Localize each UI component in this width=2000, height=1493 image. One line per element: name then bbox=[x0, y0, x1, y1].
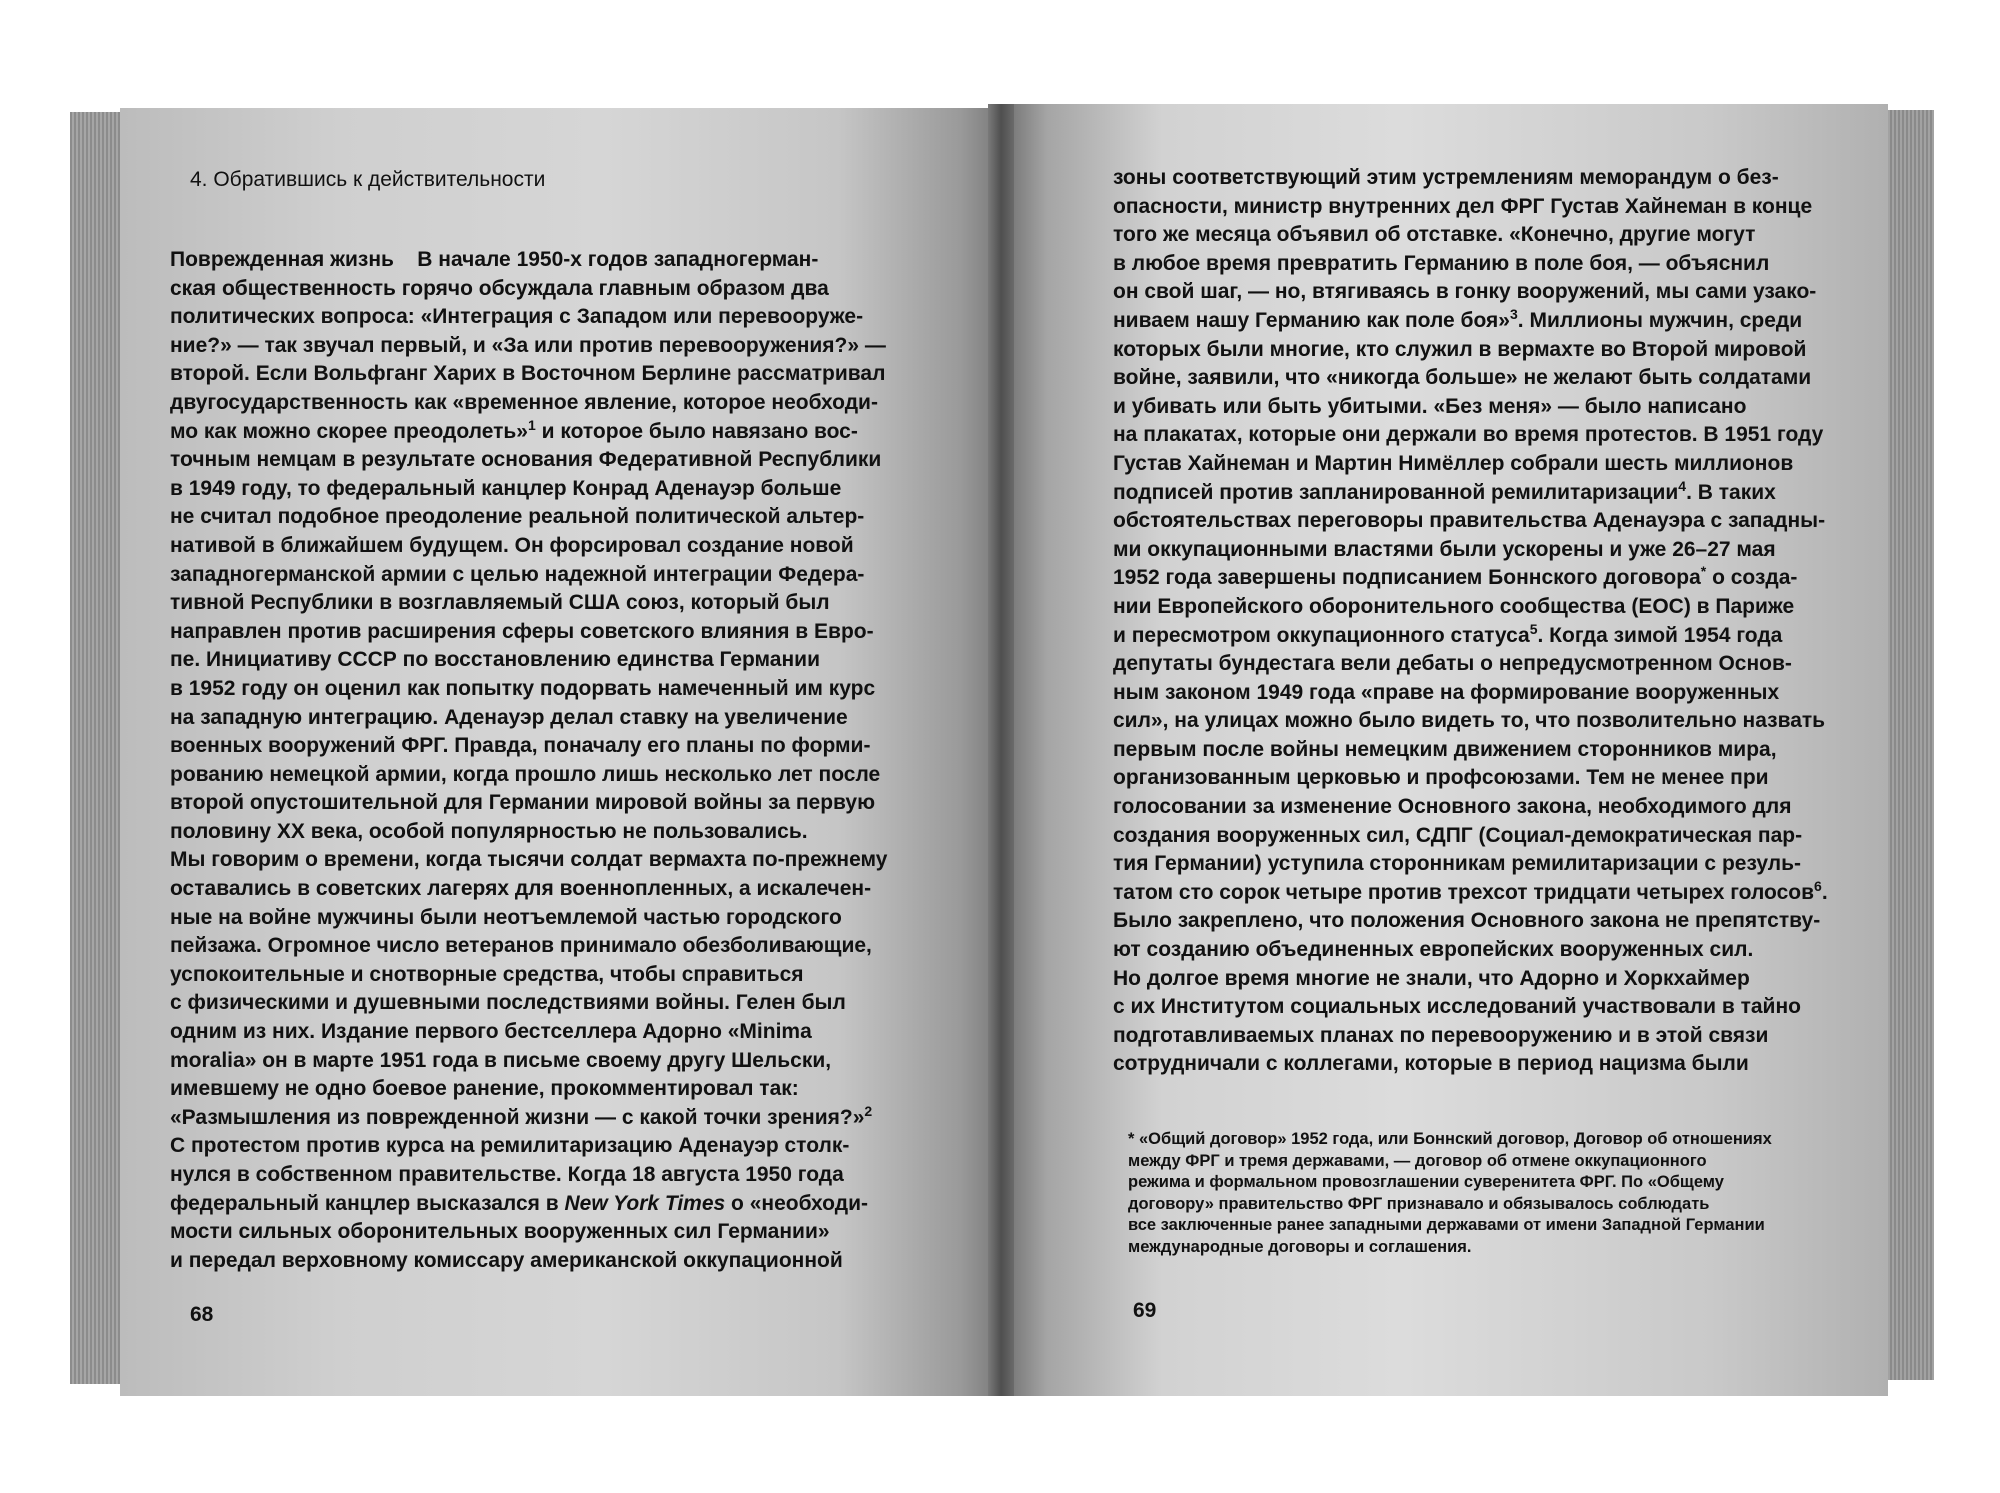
text-line: сотрудничали с коллегами, которые в период нацизма были bbox=[1113, 1052, 1749, 1076]
text-line: создания вооруженных сил, СДПГ (Социал-демократическая пар- bbox=[1113, 823, 1803, 847]
text-line: Мы говорим о времени, когда тысячи солдат вермахта по-прежнему bbox=[170, 848, 888, 872]
text-line: организованным церковью и профсоюзами. Тем не менее при bbox=[1113, 766, 1769, 790]
text-line: военных вооружений ФРГ. Правда, поначалу его планы по форми- bbox=[170, 734, 871, 758]
text-line: С протестом против курса на ремилитаризацию Аденауэр столк- bbox=[170, 1134, 850, 1158]
footnote-line: * «Общий договор» 1952 года, или Боннский договор, Договор об отношениях bbox=[1128, 1130, 1772, 1148]
text-line: он свой шаг, — но, втягиваясь в гонку вооружений, мы сами узако- bbox=[1113, 280, 1817, 304]
text-line: и пересмотром оккупационного статуса$^5$. Когда зимой 1954 года bbox=[1113, 620, 1783, 647]
text-line: в 1952 году он оценил как попытку подорвать намеченный им курс bbox=[170, 676, 876, 700]
text-line: подписей против запланированной ремилитаризации$^4$. В таких bbox=[1113, 477, 1776, 504]
section-title: Поврежденная жизнь bbox=[170, 248, 394, 271]
text-line: мости сильных оборонительных вооруженных сил Германии» bbox=[170, 1220, 830, 1244]
text-line: тия Германии) уступила сторонникам ремилитаризации с резуль- bbox=[1113, 852, 1802, 876]
text-line: успокоительные и снотворные средства, чтобы справиться bbox=[170, 962, 804, 986]
text-line: опасности, министр внутренних дел ФРГ Густав Хайнеман в конце bbox=[1113, 194, 1813, 218]
text-line: moralia» он в марте 1951 года в письме своему другу Шельски, bbox=[170, 1048, 832, 1072]
text-line: того же месяца объявил об отставке. «Конечно, другие могут bbox=[1113, 223, 1756, 247]
footnote bbox=[1128, 1129, 1848, 1258]
left-page-body bbox=[170, 246, 890, 1275]
right-page bbox=[1003, 104, 1888, 1396]
text-line: не считал подобное преодоление реальной политической альтер- bbox=[170, 505, 865, 529]
left-page bbox=[120, 108, 995, 1396]
text-line: с физическими и душевными последствиями войны. Гелен был bbox=[170, 991, 846, 1015]
text-line: рованию немецкой армии, когда прошло лишь несколько лет после bbox=[170, 762, 881, 786]
text-line: нативой в ближайшем будущем. Он форсировал создание новой bbox=[170, 533, 854, 557]
text-line: с их Институтом социальных исследований участвовали в тайно bbox=[1113, 995, 1801, 1019]
page-number: 69 bbox=[1133, 1299, 1157, 1322]
footnote-ref: 5 bbox=[1529, 620, 1538, 637]
text-line: ные на войне мужчины были неотъемлемой частью городского bbox=[170, 905, 842, 929]
footnote-ref: 6 bbox=[1814, 877, 1822, 894]
text-line: точным немцам в результате основания Федеративной Республики bbox=[170, 448, 882, 472]
text-line: «Размышления из поврежденной жизни — с какой точки зрения?»$^2$ bbox=[170, 1102, 873, 1129]
footnote-ref: 3 bbox=[1509, 305, 1518, 322]
text-line: пейзажа. Огромное число ветеранов принимало обезболивающие, bbox=[170, 934, 872, 958]
text-line: на западную интеграцию. Аденауэр делал ставку на увеличение bbox=[170, 705, 848, 729]
text-line: Густав Хайнеман и Мартин Нимёллер собрали шесть миллионов bbox=[1113, 451, 1794, 475]
text-line: татом сто сорок четыре против трехсот тридцати четырех голосов$^6$. bbox=[1113, 877, 1828, 904]
text-line: 1952 года завершены подписанием Боннского договора* о созда- bbox=[1113, 563, 1798, 590]
book-gutter bbox=[988, 104, 1014, 1396]
footnote-line: международные договоры и соглашения. bbox=[1128, 1237, 1472, 1256]
text-line: ют созданию объединенных европейских вооруженных сил. bbox=[1113, 938, 1754, 962]
text-line: политических вопроса: «Интеграция с Западом или перевооруже- bbox=[170, 305, 864, 329]
text-line: нии Европейского оборонительного сообщества (ЕОС) в Париже bbox=[1113, 594, 1795, 618]
footnote-line: договору» правительство ФРГ признавало и обязывалось соблюдать bbox=[1128, 1194, 1710, 1213]
text-line: ми оккупационными властями были ускорены и уже 26–27 мая bbox=[1113, 537, 1776, 561]
text-line: ниваем нашу Германию как поле боя»$^3$. Миллионы мужчин, среди bbox=[1113, 305, 1803, 332]
text-line: нулся в собственном правительстве. Когда 18 августа 1950 года bbox=[170, 1163, 844, 1186]
text-line: ние?» — так звучал первый, и «За или против перевооружения?» — bbox=[170, 333, 886, 357]
text-line: Поврежденная жизнь В начале 1950-х годов западногерман- bbox=[170, 248, 819, 271]
text-line: которых были многие, кто служил в вермахте во Второй мировой bbox=[1113, 337, 1807, 361]
text-line: обстоятельствах переговоры правительства Аденауэра с западны- bbox=[1113, 509, 1826, 533]
text-line: ным законом 1949 года «праве на формирование вооруженных bbox=[1113, 680, 1780, 704]
text-line: подготавливаемых планах по перевооружению и в этой связи bbox=[1113, 1023, 1769, 1047]
text-line: западногерманской армии с целью надежной интеграции Федера- bbox=[170, 562, 865, 586]
text-line: в любое время превратить Германию в поле боя, — объяснил bbox=[1113, 251, 1770, 275]
text-line: первым после войны немецким движением сторонников мира, bbox=[1113, 737, 1777, 761]
running-head: 4. Обратившись к действительности bbox=[190, 168, 546, 191]
text-line: депутаты бундестага вели дебаты о непредусмотренном Основ- bbox=[1113, 652, 1792, 676]
text-line: в 1949 году, то федеральный канцлер Конрад Аденауэр больше bbox=[170, 476, 842, 500]
text-line: войне, заявили, что «никогда больше» не желают быть солдатами bbox=[1113, 366, 1812, 390]
text-line: зоны соответствующий этим устремлениям меморандум о без- bbox=[1113, 166, 1779, 189]
footnote-line: между ФРГ и тремя державами, — договор об отмене оккупационного bbox=[1128, 1151, 1707, 1170]
text-line: Было закреплено, что положения Основного закона не препятству- bbox=[1113, 909, 1821, 933]
footnote-line: режима и формальном провозглашении суверенитета ФРГ. По «Общему bbox=[1128, 1173, 1724, 1191]
text-line: на плакатах, которые они держали во время протестов. В 1951 году bbox=[1113, 423, 1824, 447]
footnote-line: все заключенные ранее западными державами от имени Западной Германии bbox=[1128, 1216, 1765, 1234]
text-line: имевшему не одно боевое ранение, прокомментировал так: bbox=[170, 1077, 799, 1101]
text-line: и передал верховному комиссару американской оккупационной bbox=[170, 1248, 843, 1272]
text-line: оставались в советских лагерях для военнопленных, а искалечен- bbox=[170, 877, 872, 901]
footnote-ref: 4 bbox=[1678, 477, 1687, 494]
right-page-body bbox=[1113, 164, 1833, 1079]
text-line: одним из них. Издание первого бестселлера Адорно «Minima bbox=[170, 1020, 812, 1044]
text-line: второй. Если Вольфганг Харих в Восточном Берлине рассматривал bbox=[170, 362, 886, 386]
text-line: пе. Инициативу СССР по восстановлению единства Германии bbox=[170, 648, 820, 672]
text-line: мо как можно скорее преодолеть»$^1$ и которое было навязано вос- bbox=[170, 416, 858, 443]
text-line: ская общественность горячо обсуждала главным образом два bbox=[170, 276, 829, 300]
text-line: направлен против расширения сферы советского влияния в Евро- bbox=[170, 619, 874, 643]
text-line: двугосударственность как «временное явление, которое необходи- bbox=[170, 390, 878, 414]
text-line: голосовании за изменение Основного закона, необходимого для bbox=[1113, 795, 1792, 819]
text-line: тивной Республики в возглавляемый США союз, который был bbox=[170, 591, 830, 615]
text-line: Но долгое время многие не знали, что Адорно и Хоркхаймер bbox=[1113, 966, 1750, 990]
text-line: второй опустошительной для Германии мировой войны за первую bbox=[170, 791, 876, 815]
footnote-ref-asterisk: * bbox=[1700, 563, 1707, 580]
text-line: сил», на улицах можно было видеть то, что позволительно назвать bbox=[1113, 709, 1826, 733]
newspaper-title: New York Times bbox=[564, 1191, 726, 1215]
text-line: федеральный канцлер высказался в New York Times о «необходи- bbox=[170, 1191, 868, 1215]
footnote-ref: 2 bbox=[864, 1102, 873, 1119]
text-line: и убивать или быть убитыми. «Без меня» — было написано bbox=[1113, 394, 1747, 418]
footnote-ref: 1 bbox=[527, 416, 536, 433]
text-line: половину XX века, особой популярностью не пользовались. bbox=[170, 819, 808, 843]
page-number: 68 bbox=[190, 1303, 214, 1326]
